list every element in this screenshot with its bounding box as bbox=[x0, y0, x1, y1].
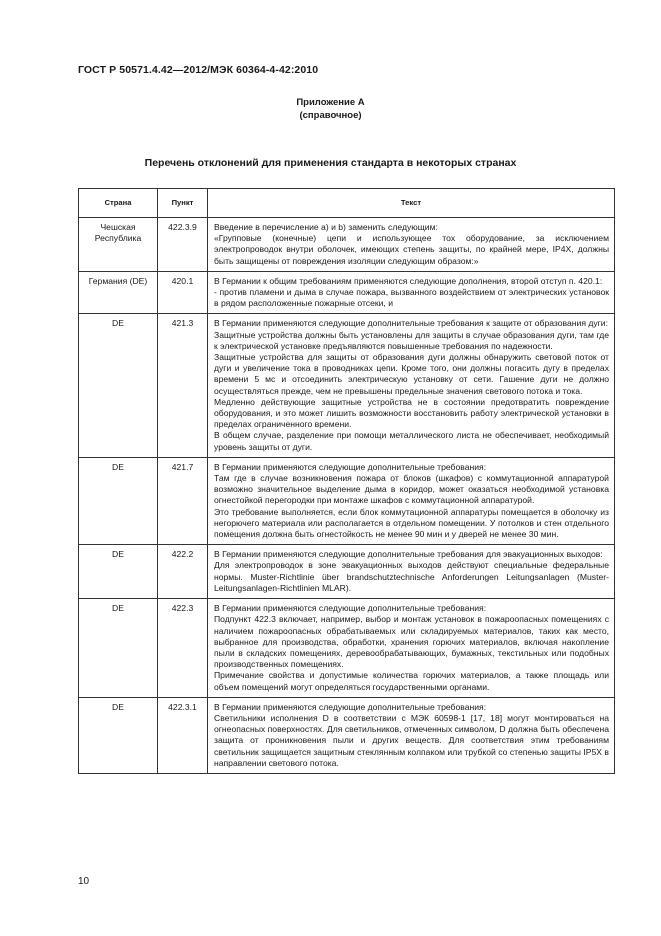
row-text bbox=[208, 271, 615, 314]
table-row bbox=[79, 271, 615, 314]
row-text-paragraph: Введение в перечисление a) и b) заменить следующим: bbox=[214, 222, 438, 232]
row-text bbox=[208, 697, 615, 773]
table-row bbox=[79, 599, 615, 698]
table-row bbox=[79, 314, 615, 457]
table-row bbox=[79, 545, 615, 599]
row-text-paragraph: Светильники исполнения D в соответствии с МЭК 60598-1 [17, 18] могут монтироваться на огнеопасных поверхностях. Для светильников, отмеченных символом, D должна быть обеспечена защита от проникновения пыли и других веществ. Для соответствия этим требованиям светильник защищается защитным стеклянным колпаком или трубкой со степенью защиты IP5X в направлении светового потока. bbox=[214, 712, 609, 768]
row-country: Германия (DE) bbox=[79, 271, 158, 314]
row-clause: 421.7 bbox=[158, 457, 208, 544]
header-text: Текст bbox=[208, 189, 615, 218]
row-text-paragraph: Это требование выполняется, если блок коммутационной аппаратуры помещается в оболочку из негорючего материала или располагается в отдельном помещении. У потолков и стен отдельного помещения должна быть огнестойкость не менее 90 мин и у дверей не менее 30 мин. bbox=[214, 506, 609, 540]
row-text bbox=[208, 314, 615, 457]
row-text-paragraph: Медленно действующие защитные устройства не в состоянии предотвратить повреждение оборудования, и это может лишить возможности восстановить работу электрической установки в пределах ограниченного времени. bbox=[214, 396, 609, 430]
header-clause: Пункт bbox=[158, 189, 208, 218]
row-text-paragraph: В Германии применяются следующие дополнительные требования для эвакуационных выходов: bbox=[214, 549, 603, 560]
row-clause: 422.3.1 bbox=[158, 697, 208, 773]
row-text bbox=[208, 218, 615, 272]
annex-heading bbox=[0, 96, 661, 122]
row-text-paragraph: Защитные устройства должны быть установлены для защиты в случае образования дуги, там где к электрической установке предъявляются повышенные требования по надежности. bbox=[214, 329, 609, 351]
row-country: DE bbox=[79, 697, 158, 773]
row-clause: 422.3.9 bbox=[158, 218, 208, 272]
row-clause: 422.3 bbox=[158, 599, 208, 698]
row-text-paragraph: «Групповые (конечные) цепи и использующее тох оборудование, за исключением электропроводок внутри оболочек, имеющих степень защиты, по крайней мере, IP4X, должны быть защищены от повреждения изоляции следующим образом:» bbox=[214, 233, 609, 266]
row-text-paragraph: В Германии применяются следующие дополнительные требования: bbox=[214, 603, 487, 614]
row-country: DE bbox=[79, 457, 158, 544]
annex-status: (справочное) bbox=[299, 110, 362, 121]
row-text-paragraph: В Германии применяются следующие дополнительные требования: bbox=[214, 461, 487, 472]
table-body bbox=[79, 218, 615, 774]
row-clause: 420.1 bbox=[158, 271, 208, 314]
row-text-paragraph: - против пламени и дыма в случае пожара, вызванного воздействием от электрических установок в рядом расположенные пожарные отсеки, и bbox=[214, 287, 609, 309]
row-clause: 422.2 bbox=[158, 545, 208, 599]
row-text-paragraph: В Германии применяются следующие дополнительные требования к защите от образования дуги: bbox=[214, 318, 608, 329]
row-country: DE bbox=[79, 599, 158, 698]
row-text-paragraph: Для электропроводок в зоне эвакуационных выходов действуют специальные федеральные нормы. Muster-Richtlinie über brandschutztechnische Anforderungen Leitungsanlagen (Muster-Leitungsanlagen-Richtlinien MLAR). bbox=[214, 560, 609, 593]
row-text-paragraph: В Германии применяются следующие дополнительные требования: bbox=[214, 701, 487, 712]
table-row bbox=[79, 218, 615, 272]
table-row bbox=[79, 697, 615, 773]
deviations-table bbox=[78, 188, 615, 774]
row-country: DE bbox=[79, 545, 158, 599]
row-text-paragraph: Примечание свойства и допустимые количества горючих материалов, а также площадь или объем помещений могут определяться государственными органами. bbox=[214, 670, 609, 692]
row-text bbox=[208, 457, 615, 544]
table-row bbox=[79, 457, 615, 544]
document-header: ГОСТ Р 50571.4.42—2012/МЭК 60364-4-42:2010 bbox=[78, 64, 319, 76]
row-clause: 421.3 bbox=[158, 314, 208, 457]
row-text-paragraph: В Германии к общим требованиям применяются следующие дополнения, второй отступ п. 420.1: bbox=[214, 275, 603, 286]
row-text-paragraph: Там где в случае возникновения пожара от блоков (шкафов) с коммутационной аппаратурой возможно значительное выделение дыма в коридор, может оказаться необходимой установка огнестойкой перегородки при монтаже шкафов с коммутационной аппаратурой. bbox=[214, 473, 609, 506]
row-text-paragraph: Подпункт 422.3 включает, например, выбор и монтаж установок в пожароопасных помещениях с наличием пожароопасных обрабатываемых или складируемых материалов, таких как место, выбранное для производства, обработки, хранения горючих материалов, включая накопление пыли в складских помещениях, деревообрабатывающих, бумажных, текстильных или подобных производственных помещениях. bbox=[214, 614, 609, 670]
row-country: DE bbox=[79, 314, 158, 457]
header-country: Страна bbox=[79, 189, 158, 218]
annex-title: Перечень отклонений для применения стандарта в некоторых странах bbox=[144, 157, 517, 169]
row-text-paragraph: Защитные устройства для защиты от образования дуги должны обнаружить световой поток от дуги и увеличение тока в проводниках цепи. Кроме того, они должны погасить дугу в пределах времени 5 мс и отсоединить электрическую установку от сети. Гашение дуги не должно осуществляться прежде, чем не превышены предельные значения светового потока и тока. bbox=[214, 352, 609, 396]
table-header-row bbox=[79, 189, 615, 218]
row-country: Чешская Республика bbox=[79, 218, 158, 272]
page-number: 10 bbox=[78, 876, 90, 887]
annex-label: Приложение А bbox=[296, 97, 365, 108]
row-text-paragraph: В общем случае, разделение при помощи металлического листа не обеспечивает, необходимый уровень защиты от дуги. bbox=[214, 430, 609, 452]
row-text bbox=[208, 545, 615, 599]
row-text bbox=[208, 599, 615, 698]
